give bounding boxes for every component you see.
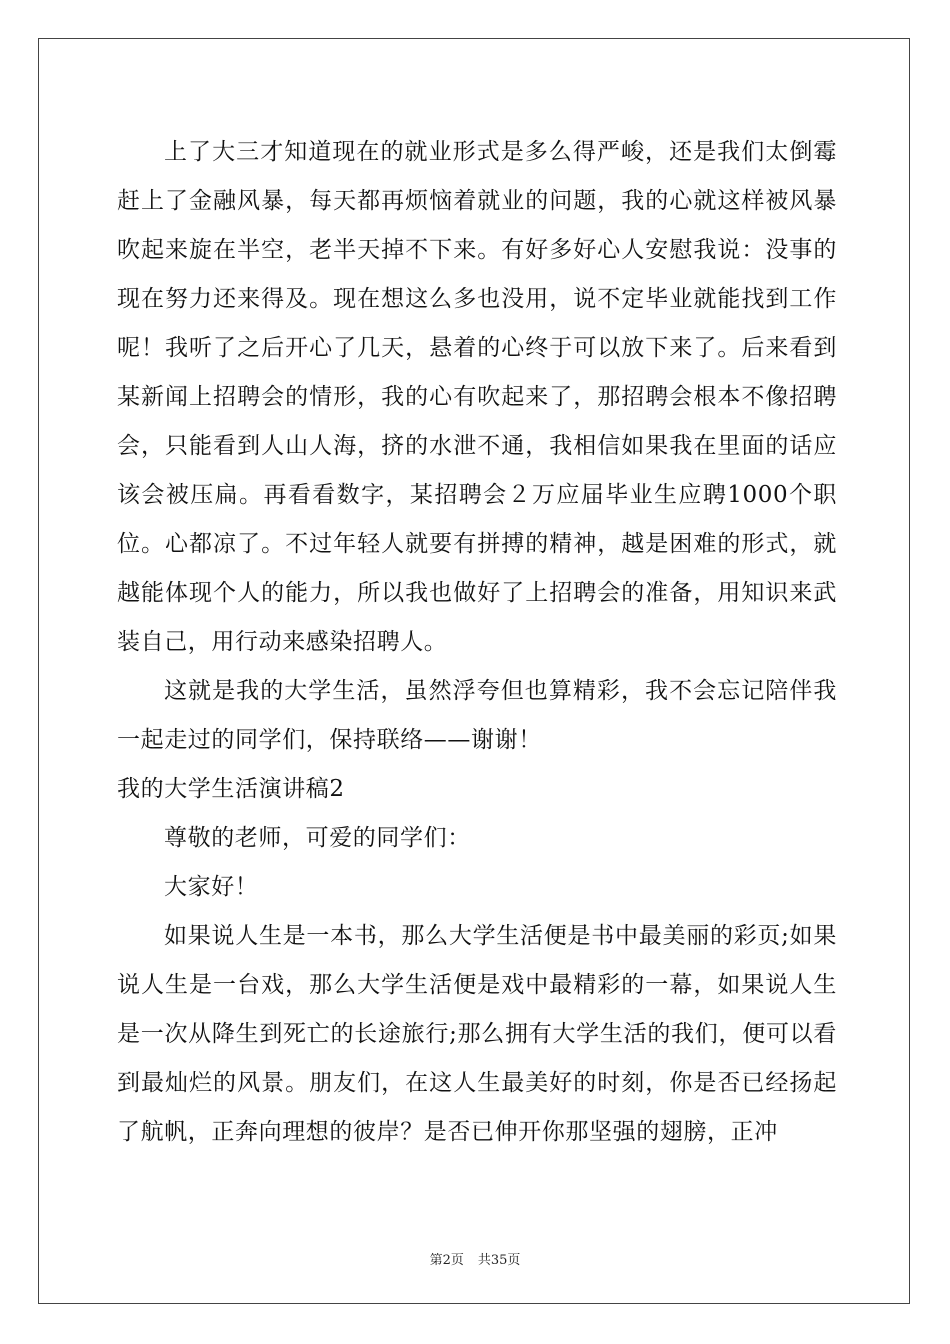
paragraph: 上了大三才知道现在的就业形式是多么得严峻，还是我们太倒霉赶上了金融风暴，每天都再烦恼着就业的问题，我的心就这样被风暴吹起来旋在半空，老半天掉不下来。有好多好心人安慰我说：没事的现在努力还来得及。现在想这么多也没用，说不定毕业就能找到工作呢！我听了之后开心了几天，悬着的心终于可以放下来了。后来看到某新闻上招聘会的情形，我的心有吹起来了，那招聘会根本不像招聘会，只能看到人山人海，挤的水泄不通，我相信如果我在里面的话应该会被压扁。再看看数字，某招聘会２万应届毕业生应聘1000个职位。心都凉了。不过年轻人就要有拼搏的精神，越是困难的形式，就越能体现个人的能力，所以我也做好了上招聘会的准备，用知识来武装自己，用行动来感染招聘人。 [117,139,837,655]
salutation: 尊敬的老师，可爱的同学们： [164,825,471,851]
section-heading: 我的大学生活演讲稿2 [117,776,345,802]
paragraph: 如果说人生是一本书，那么大学生活便是书中最美丽的彩页;如果说人生是一台戏，那么大学生活便是戏中最精彩的一幕，如果说人生是一次从降生到死亡的长途旅行;那么拥有大学生活的我们，便可以看到最灿烂的风景。朋友们，在这人生最美好的时刻，你是否已经扬起了航帆，正奔向理想的彼岸？是否已伸开你那坚强的翅膀，正冲 [117,923,837,1145]
greeting: 大家好！ [164,874,259,900]
document-body [117,128,837,1157]
page-total: 共35页 [477,1253,521,1268]
page-number: 第2页 [429,1253,464,1268]
paragraph: 这就是我的大学生活，虽然浮夸但也算精彩，我不会忘记陪伴我一起走过的同学们，保持联络——谢谢！ [117,678,837,753]
page-footer [0,1249,950,1268]
